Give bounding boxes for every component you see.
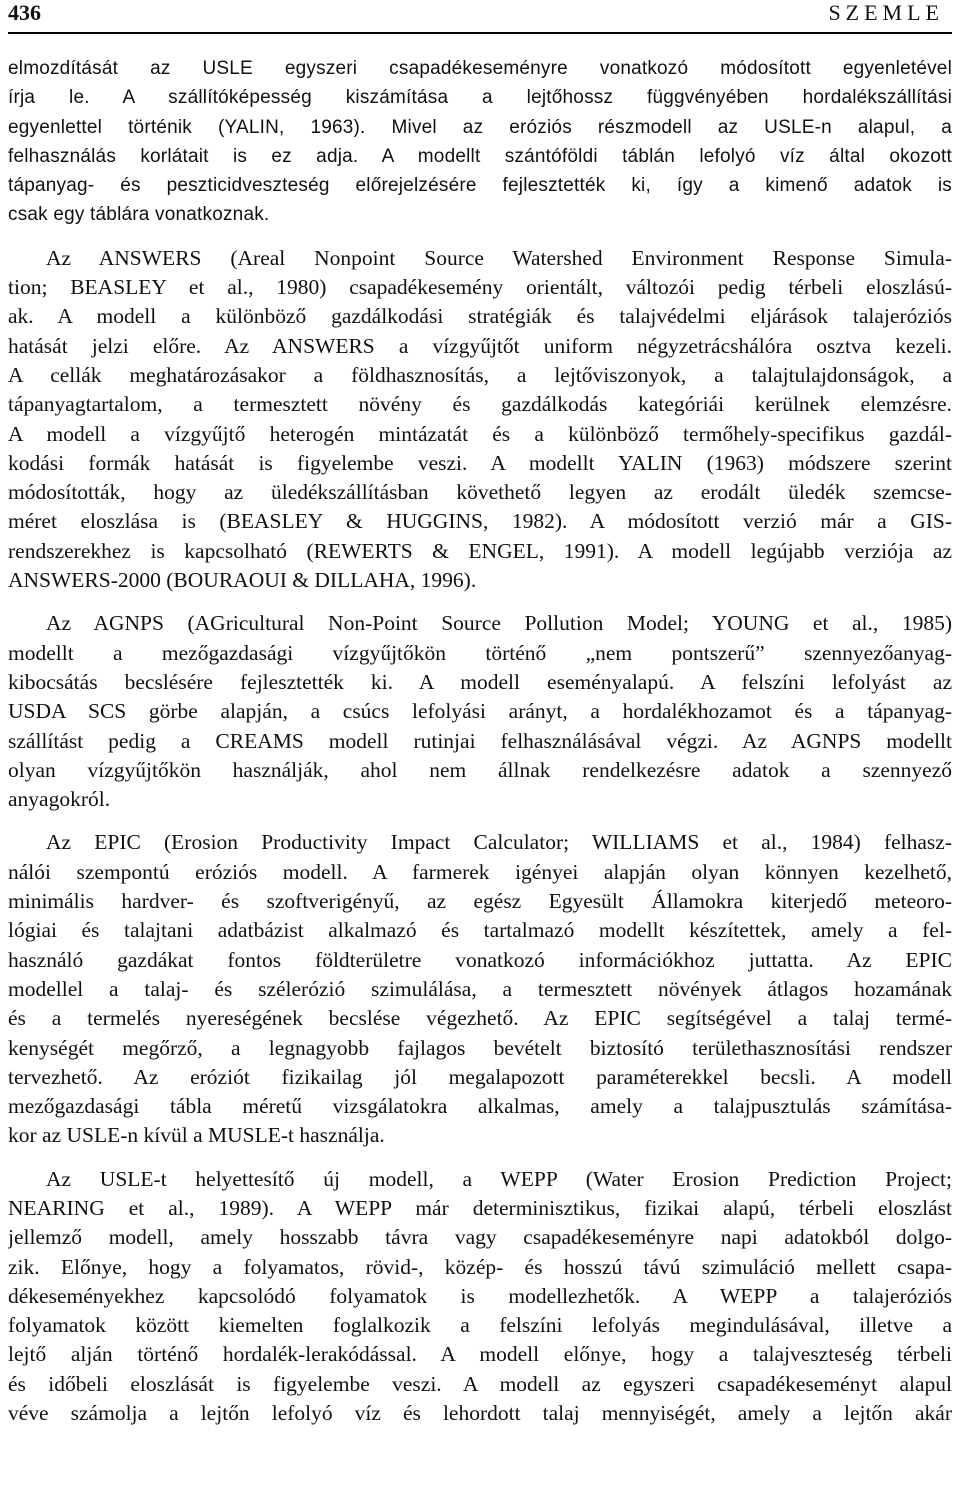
text-line: kenységét megőrző, a legnagyobb fajlagos bevételt biztosító területhasznosítási rendszer: [8, 1035, 952, 1060]
text-line: jellemző modell, amely hosszabb távra vagy csapadékeseményre napi adatokból dolgo-: [8, 1225, 952, 1250]
text-line: A cellák meghatározásakor a földhasznosítás, a lejtőviszonyok, a talajtulajdonságok, a: [8, 362, 952, 387]
text-line: felhasználás korlátait is ez adja. A modellt szántóföldi táblán lefolyó víz által okozott: [8, 145, 952, 167]
text-line: és időbeli eloszlását is figyelembe veszi. A modell az egyszeri csapadékeseményt alapul: [8, 1371, 952, 1396]
text-line: lejtő alján történő hordalék-lerakódással. A modell előnye, hogy a talajveszteség térbeli: [8, 1342, 952, 1367]
body-text: [8, 54, 952, 1428]
text-line: lógiai és talajtani adatbázist alkalmazó és tartalmazó modellt készítettek, amely a fel-: [8, 918, 952, 943]
text-line: olyan vízgyűjtőkön használják, ahol nem állnak rendelkezésre adatok a szennyező: [8, 757, 952, 782]
header-rule: [8, 32, 952, 34]
text-line: tápanyag- és peszticidveszteség előrejelzésére fejlesztették ki, így a kimenő adatok is: [8, 175, 952, 197]
text-line: írja le. A szállítóképesség kiszámítása a lejtőhossz függvényében hordalékszállítási: [8, 87, 952, 109]
text-line: dékeseményekhez kapcsolódó folyamatok is modellezhetők. A WEPP a talajeróziós: [8, 1283, 952, 1308]
text-line: kibocsátás becslésére fejlesztették ki. A modell eseményalapú. A felszíni lefolyást az: [8, 669, 952, 694]
text-line: hatását jelzi előre. Az ANSWERS a vízgyűjtőt uniform négyzetrácshálóra osztva kezeli.: [8, 333, 952, 358]
text-line: és a termelés nyereségének becslése végezhető. Az EPIC segítségével a talaj termé-: [8, 1006, 952, 1031]
text-line: csak egy táblára vonatkoznak.: [8, 204, 270, 226]
text-line: folyamatok között kiemelten foglalkozik a felszíni lefolyás megindulásával, illetve a: [8, 1313, 952, 1338]
page-number: 436: [8, 0, 41, 25]
text-line: minimális hardver- és szoftverigényű, az egész Egyesült Államokra kiterjedő meteoro-: [8, 889, 952, 914]
journal-section-title: SZEMLE: [828, 0, 944, 25]
text-line: mezőgazdasági tábla méretű vizsgálatokra alkalmas, amely a talajpusztulás számítása-: [8, 1094, 952, 1119]
text-line: használó gazdákat fontos földterületre vonatkozó információkhoz juttatta. Az EPIC: [8, 947, 952, 972]
text-line: méret eloszlása is (BEASLEY & HUGGINS, 1982). A módosított verzió már a GIS-: [8, 509, 952, 534]
text-line: Az EPIC (Erosion Productivity Impact Calculator; WILLIAMS et al., 1984) felhasz-: [46, 830, 952, 855]
text-line: modellt a mezőgazdasági vízgyűjtőkön történő „nem pontszerű” szennyezőanyag-: [8, 640, 952, 665]
text-line: NEARING et al., 1989). A WEPP már determinisztikus, fizikai alapú, térbeli eloszlást: [8, 1195, 952, 1220]
text-line: zik. Előnye, hogy a folyamatos, rövid-, közép- és hosszú távú szimuláció mellett csapa-: [8, 1254, 952, 1279]
text-line: rendszerekhez is kapcsolható (REWERTS & ENGEL, 1991). A modell legújabb verziója az: [8, 538, 952, 563]
text-line: anyagokról.: [8, 787, 111, 812]
text-line: ANSWERS-2000 (BOURAOUI & DILLAHA, 1996).: [8, 568, 477, 593]
text-line: nálói szempontú eróziós modell. A farmerek igényei alapján olyan könnyen kezelhető,: [8, 859, 952, 884]
text-line: véve számolja a lejtőn lefolyó víz és lehordott talaj mennyiségét, amely a lejtőn akár: [8, 1401, 952, 1426]
text-line: Az ANSWERS (Areal Nonpoint Source Watershed Environment Response Simula-: [46, 245, 952, 270]
text-line: Az AGNPS (AGricultural Non-Point Source Pollution Model; YOUNG et al., 1985): [46, 611, 952, 636]
text-line: szállítást pedig a CREAMS modell rutinjai felhasználásával végzi. Az AGNPS modellt: [8, 728, 952, 753]
text-line: kodási formák hatását is figyelembe veszi. A modellt YALIN (1963) módszere szerint: [8, 450, 952, 475]
text-line: Az USLE-t helyettesítő új modell, a WEPP (Water Erosion Prediction Project;: [46, 1166, 952, 1191]
text-line: tion; BEASLEY et al., 1980) csapadékesemény orientált, változói pedig térbeli eloszlású-: [8, 275, 952, 300]
text-line: tápanyagtartalom, a termesztett növény és gazdálkodás kategóriái kerülnek elemzésre.: [8, 392, 952, 417]
running-header: [8, 0, 944, 26]
text-line: USDA SCS görbe alapján, a csúcs lefolyási arányt, a hordalékhozamot és a tápanyag-: [8, 699, 952, 724]
text-line: módosították, hogy az üledékszállításban követhető legyen az erodált üledék szemcse-: [8, 480, 952, 505]
text-line: modellel a talaj- és szélerózió szimulálása, a termesztett növények átlagos hozamának: [8, 976, 952, 1001]
text-line: kor az USLE-n kívül a MUSLE-t használja.: [8, 1123, 385, 1148]
text-line: A modell a vízgyűjtő heterogén mintázatát és a különböző termőhely-specifikus gazdál-: [8, 421, 952, 446]
text-line: elmozdítását az USLE egyszeri csapadékeseményre vonatkozó módosított egyenletével: [8, 58, 952, 79]
text-line: tervezhető. Az eróziót fizikailag jól megalapozott paraméterekkel becsli. A modell: [8, 1064, 952, 1089]
text-line: egyenlettel történik (YALIN, 1963). Mivel az eróziós részmodell az USLE-n alapul, a: [8, 116, 952, 138]
text-line: ak. A modell a különböző gazdálkodási stratégiák és talajvédelmi eljárások talajeróziós: [8, 304, 952, 329]
